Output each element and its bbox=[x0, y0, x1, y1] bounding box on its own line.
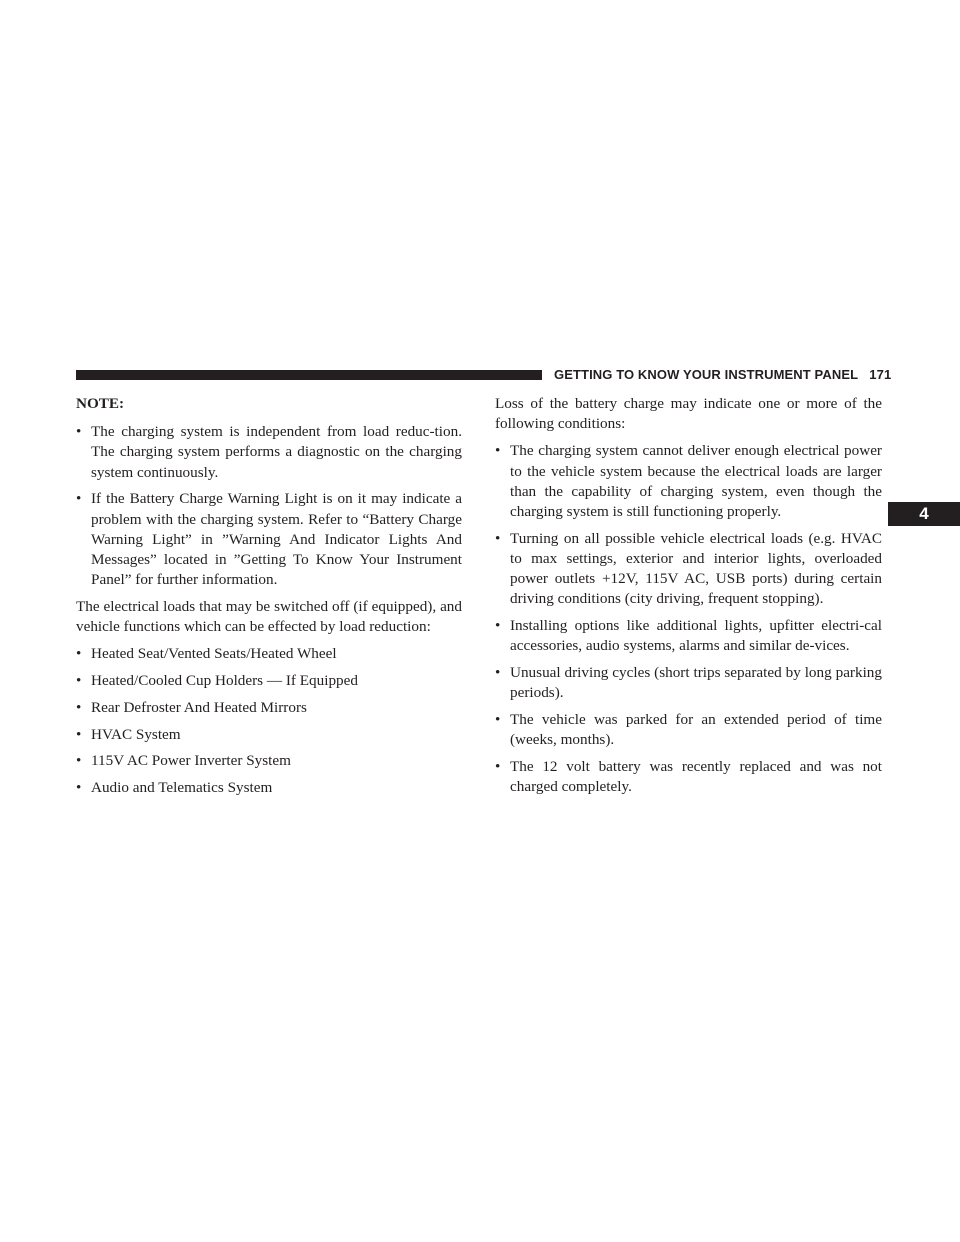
chapter-tab: 4 bbox=[888, 502, 960, 526]
condition-bullet-list bbox=[495, 441, 882, 797]
section-title: GETTING TO KNOW YOUR INSTRUMENT PANEL bbox=[554, 367, 859, 382]
list-item: • Turning on all possible vehicle electrical loads (e.g. HVAC to max settings, exterior and interior lights, overloaded power outlets +12V, 115V AC, USB ports) during certain driving conditions (city driving, frequent stopping). bbox=[495, 529, 882, 610]
right-column bbox=[495, 394, 882, 804]
list-item: • The vehicle was parked for an extended period of time (weeks, months). bbox=[495, 710, 882, 750]
list-item: • Installing options like additional lights, upfitter electri-cal accessories, audio systems, alarms and similar de-vices. bbox=[495, 616, 882, 656]
left-column bbox=[76, 394, 462, 805]
list-item: • The charging system cannot deliver enough electrical power to the vehicle system because the electrical loads are larger than the capability of charging system, even though the charging system is still functioning properly. bbox=[495, 441, 882, 522]
list-item: • Unusual driving cycles (short trips separated by long parking periods). bbox=[495, 663, 882, 703]
list-item: • Rear Defroster And Heated Mirrors bbox=[76, 698, 462, 718]
list-item: • Audio and Telematics System bbox=[76, 778, 462, 798]
load-bullet-list bbox=[76, 644, 462, 798]
battery-loss-intro: Loss of the battery charge may indicate one or more of the following conditions: bbox=[495, 395, 882, 433]
note-title: NOTE: bbox=[76, 395, 125, 412]
running-header bbox=[554, 365, 892, 385]
list-item: • Heated Seat/Vented Seats/Heated Wheel bbox=[76, 644, 462, 664]
list-item: • 115V AC Power Inverter System bbox=[76, 751, 462, 771]
note-bullet-list bbox=[76, 422, 462, 590]
page-number: 171 bbox=[869, 367, 892, 382]
list-item: • The 12 volt battery was recently replaced and was not charged completely. bbox=[495, 757, 882, 797]
header-rule bbox=[76, 370, 542, 380]
list-item: • HVAC System bbox=[76, 725, 462, 745]
list-item: • Heated/Cooled Cup Holders — If Equipped bbox=[76, 671, 462, 691]
list-item: • The charging system is independent from load reduc-tion. The charging system performs a diagnostic on the charging system continuously. bbox=[76, 422, 462, 483]
load-reduction-intro: The electrical loads that may be switched off (if equipped), and vehicle functions which can be effected by load reduction: bbox=[76, 597, 462, 636]
list-item: • If the Battery Charge Warning Light is on it may indicate a problem with the charging system. Refer to “Battery Charge Warning Light” in ”Warning And Indicator Lights And Messages” located in ”Getting To Know Your Instrument Panel” for further information. bbox=[76, 489, 462, 590]
